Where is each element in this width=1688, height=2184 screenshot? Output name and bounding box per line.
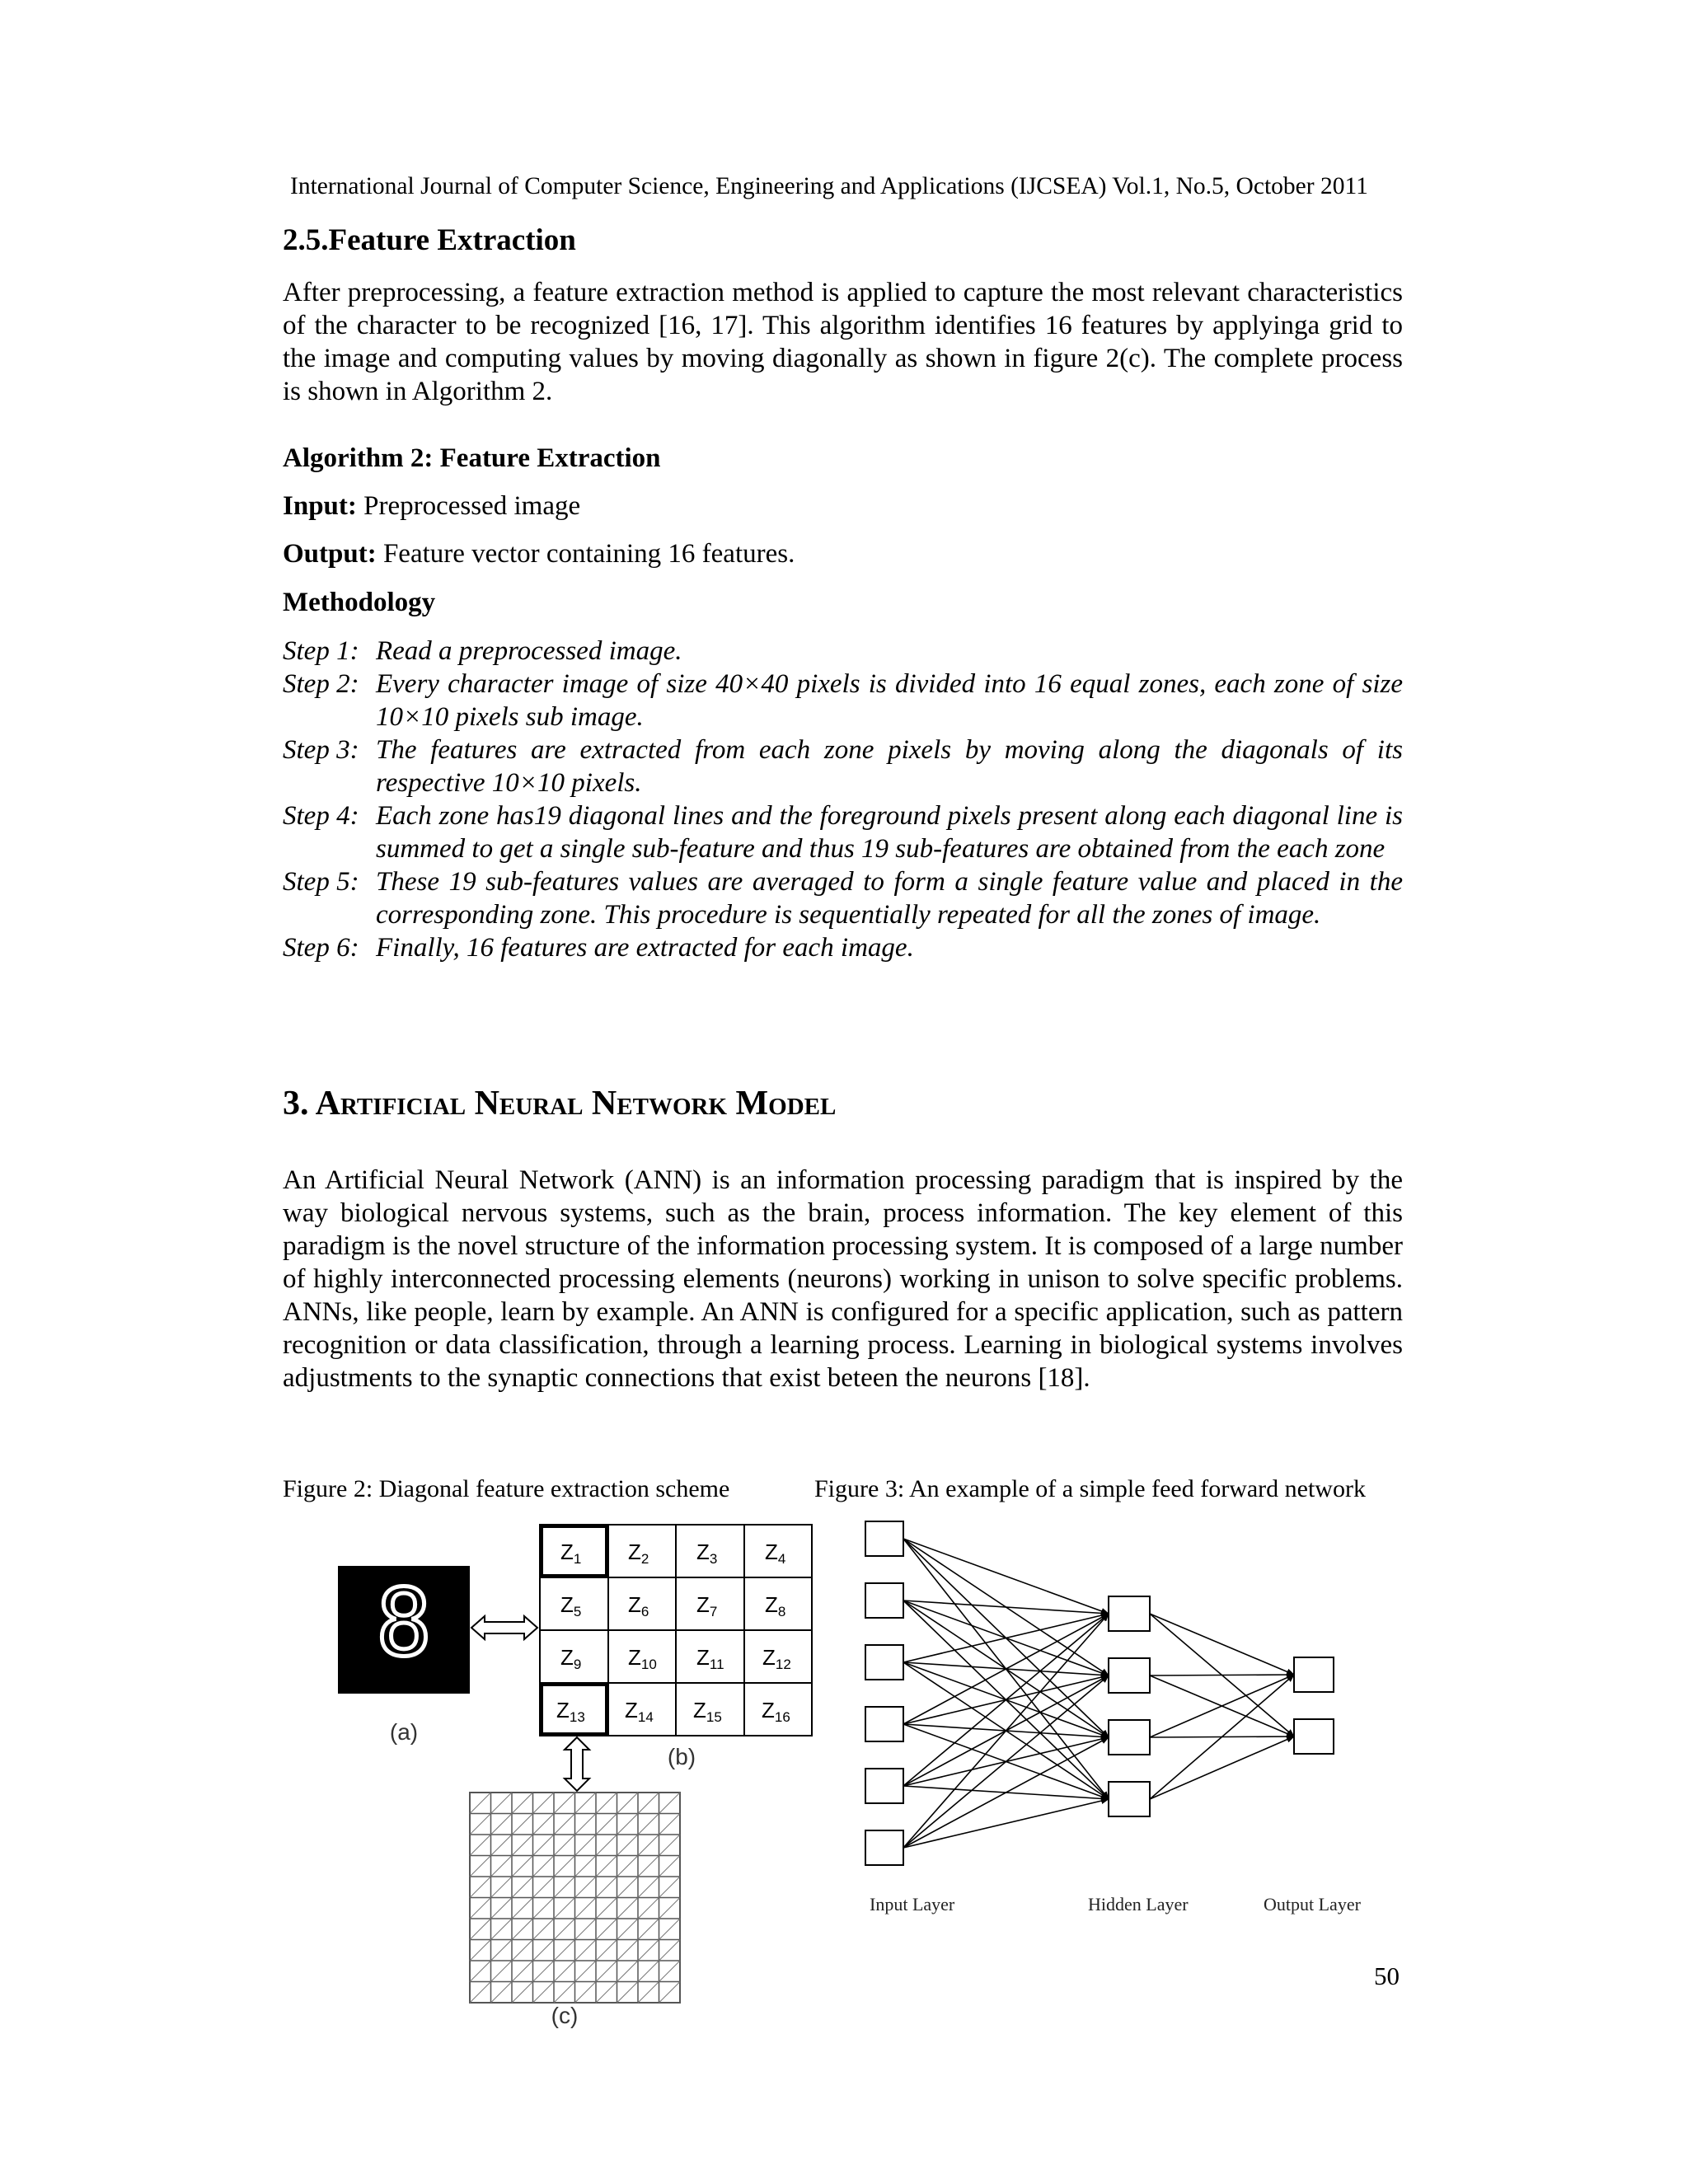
running-header: International Journal of Computer Science, Engineering and Applications (IJCSEA) Vol.1, No.5, October 2011 [290,173,1368,199]
ann-paragraph: An Artificial Neural Network (ANN) is an information processing paradigm that is inspired by the way biological nervous systems, such as the brain, process information. The key element of this paradigm is the novel structure of the information processing system. It is composed of a large number of highly interconnected processing elements (neurons) working in unison to solve specific problems. ANNs, like people, learn by example. An ANN is configured for a specific application, such as pattern recognition or data classification, through a learning process. Learning in biological systems involves adjustments to the synaptic connections that exist beteen the neurons [18]. [283,1165,1403,1393]
feature-extraction-paragraph: After preprocessing, a feature extraction method is applied to capture the most relevant characteristics of the character to be recognized [16, 17]. This algorithm identifies 16 features by applyinga grid to the image and computing values by moving diagonally as shown in figure 2(c). The complete process is shown in Algorithm 2. [283,278,1403,406]
zone-z12: Z12 [762,1645,791,1672]
zone-z5: Z5 [560,1592,582,1619]
zone-z11: Z11 [696,1645,724,1672]
input-label: Input: [283,491,357,521]
input-node [865,1707,903,1741]
figure-2-caption: Figure 2: Diagonal feature extraction scheme [283,1475,730,1502]
zone-z15: Z15 [693,1698,722,1725]
input-node [865,1769,903,1803]
page-number: 50 [1374,1961,1400,1990]
section-heading-feature-extraction: 2.5.Feature Extraction [283,223,576,257]
step-6: Step 6: Finally, 16 features are extracted for each image. [283,933,914,963]
input-node [865,1521,903,1556]
zone-grid [540,1525,812,1736]
figure-label-a: (a) [389,1719,419,1745]
hidden-node [1109,1658,1150,1693]
section-heading-ann-model: 3. Artificial Neural Network Model [283,1085,837,1122]
double-arrow-vertical [565,1737,589,1791]
algorithm-input [283,490,580,523]
network-nodes [865,1521,1334,1865]
algorithm-output [283,537,795,570]
zone-z1: Z1 [560,1540,582,1567]
step-1: Step 1: Read a preprocessed image. [283,636,682,666]
output-layer-label: Output Layer [1264,1894,1361,1915]
hidden-layer-label: Hidden Layer [1088,1894,1189,1915]
algorithm-title: Algorithm 2: Feature Extraction [283,443,661,473]
double-arrow-horizontal [471,1616,537,1639]
algorithm-steps [283,635,1403,964]
figure-3-network [857,1521,1385,1933]
zone-z4: Z4 [765,1540,786,1567]
output-label: Output: [283,539,377,569]
zone-z3: Z3 [696,1540,718,1567]
figure-label-b: (b) [667,1744,696,1769]
diagonal-pixel-grid [470,1793,680,2003]
zone-z7: Z7 [696,1592,718,1619]
zone-z8: Z8 [765,1592,786,1619]
input-text: Preprocessed image [363,491,581,521]
zone-z14: Z14 [625,1698,654,1725]
step-5: Step 5: These 19 sub-features values are averaged to form a single feature value and placed in the corresponding zone. This procedure is sequentially repeated for all the zones of image. [283,867,1403,930]
digit-glyph: 8 [376,1570,432,1677]
figure-3-caption: Figure 3: An example of a simple feed forward network [814,1475,1366,1502]
zone-z2: Z2 [628,1540,649,1567]
zone-z13: Z13 [556,1698,585,1725]
step-2: Step 2: Every character image of size 40×40 pixels is divided into 16 equal zones, each zone of size 10×10 pixels sub image. [283,669,1403,732]
zone-z6: Z6 [628,1592,649,1619]
input-node [865,1645,903,1680]
step-4: Step 4: Each zone has19 diagonal lines and the foreground pixels present along each diagonal line is summed to get a single sub-feature and thus 19 sub-features are obtained from the each zone [283,801,1403,864]
output-node [1294,1719,1334,1754]
hidden-node [1109,1720,1150,1755]
zone-z10: Z10 [628,1645,657,1672]
network-connections [903,1539,1294,1848]
zone-z9: Z9 [560,1645,582,1672]
zone-z16: Z16 [762,1698,790,1725]
figure-2-diagram [330,1521,824,2044]
input-layer-label: Input Layer [870,1894,955,1915]
input-node [865,1830,903,1865]
figure-label-c: (c) [551,2003,579,2028]
methodology-heading: Methodology [283,588,436,617]
hidden-node [1109,1596,1150,1631]
step-3: Step 3: The features are extracted from each zone pixels by moving along the diagonals of its respective 10×10 pixels. [283,735,1403,798]
output-text: Feature vector containing 16 features. [382,539,795,569]
hidden-node [1109,1782,1150,1816]
input-node [865,1583,903,1618]
output-node [1294,1657,1334,1692]
